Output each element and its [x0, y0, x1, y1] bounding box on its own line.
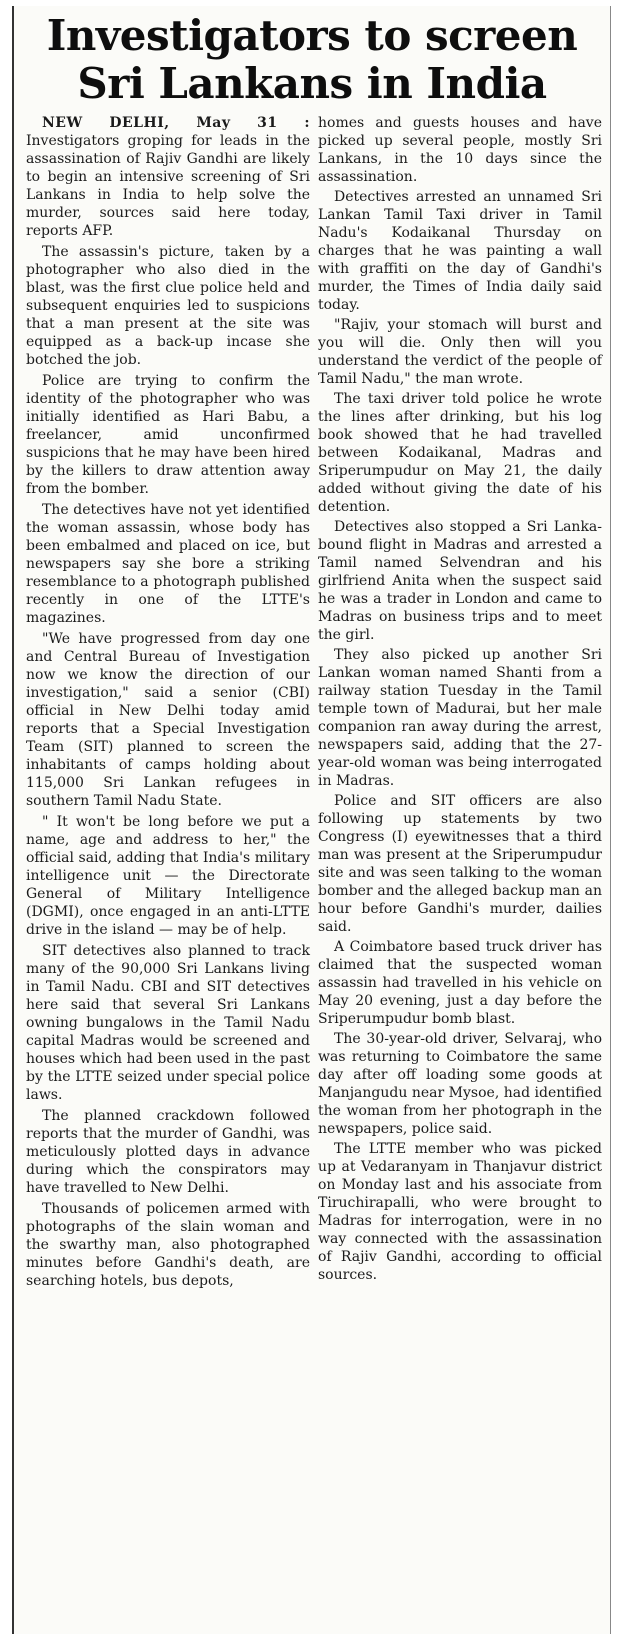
headline-line-2: Sri Lankans in India: [77, 59, 547, 108]
right-column: [318, 114, 602, 1634]
paragraph-15: Police and SIT officers are also following up statements by two Congress (I) eyewitnesses that a third man was present at the Sriperumpudur site and was seen talking to the woman bomber and the alleged backup man an hour before Gandhi's murder, dailies said.: [318, 793, 602, 935]
paragraph-3: Police are trying to confirm the identity of the photographer who was initially identified as Hari Babu, a freelancer, amid unconfirmed suspicions that he may have been hired by the killers to draw attention away from the bomber.: [26, 373, 310, 497]
paragraph-7: SIT detectives also planned to track many of the 90,000 Sri Lankans living in Tamil Nadu. CBI and SIT detectives here said that several Sri Lankans owning bungalows in the Tamil Nadu capital Madras would be screened and houses which had been used in the past by the LTTE seized under special police laws.: [26, 943, 310, 1103]
newspaper-clipping: [12, 6, 611, 1634]
paragraph-14: They also picked up another Sri Lankan woman named Shanti from a railway station Tuesday in the Tamil temple town of Madurai, but her male companion ran away during the arrest, newspapers said, adding that the 27-year-old woman was being interrogated in Madras.: [318, 647, 602, 789]
article-body: [14, 114, 610, 1634]
paragraph-12: The taxi driver told police he wrote the lines after drinking, but his log book showed that he had travelled between Kodaikanal, Madras and Sriperumpudur on May 21, the daily added without giving the date of his detention.: [318, 391, 602, 515]
paragraph-5: "We have progressed from day one and Central Bureau of Investigation now we know the direction of our investigation," said a senior (CBI) official in New Delhi today amid reports that a Special Investigation Team (SIT) planned to screen the inhabitants of camps holding about 115,000 Sri Lankan refugees in southern Tamil Nadu State.: [26, 631, 310, 809]
paragraph-13: Detectives also stopped a Sri Lanka-bound flight in Madras and arrested a Tamil named Selvendran and his girlfriend Anita when the suspect said he was a trader in London and came to Madras on business trips and to meet the girl.: [318, 519, 602, 643]
paragraph-2: The assassin's picture, taken by a photographer who also died in the blast, was the first clue police held and subsequent enquiries led to suspicions that a man present at the site was equipped as a back-up incase she botched the job.: [26, 244, 310, 368]
headline-line-1: Investigators to screen: [46, 11, 578, 60]
paragraph-6: " It won't be long before we put a name, age and address to her," the official said, adding that India's military intelligence unit — the Directorate General of Military Intelligence (DGMI), once engaged in an anti-LTTE drive in the island — may be of help.: [26, 814, 310, 938]
headline: [14, 12, 610, 108]
paragraph-1-text: Investigators groping for leads in the assassination of Rajiv Gandhi are likely to begin an intensive screening of Sri Lankans in India to help solve the murder, sources said here today, reports AFP.: [26, 133, 310, 239]
paragraph-continuation: homes and guests houses and have picked up several people, mostly Sri Lankans, in the 10 days since the assassination.: [318, 115, 602, 185]
paragraph-8: The planned crackdown followed reports that the murder of Gandhi, was meticulously plotted days in advance during which the conspirators may have travelled to New Delhi.: [26, 1108, 310, 1196]
left-column: [26, 114, 310, 1634]
paragraph-1: [26, 114, 310, 240]
paragraph-16: A Coimbatore based truck driver has claimed that the suspected woman assassin had travelled in his vehicle on May 20 evening, just a day before the Sriperumpudur bomb blast.: [318, 939, 602, 1027]
paragraph-17: The 30-year-old driver, Selvaraj, who was returning to Coimbatore the same day after off loading some goods at Manjangudu near Mysoe, had identified the woman from her photograph in the newspapers, police said.: [318, 1031, 602, 1137]
paragraph-9: Thousands of policemen armed with photographs of the slain woman and the swarthy man, also photographed minutes before Gandhi's death, are searching hotels, bus depots,: [26, 1201, 310, 1289]
paragraph-11: "Rajiv, your stomach will burst and you will die. Only then will you understand the verdict of the people of Tamil Nadu," the man wrote.: [318, 317, 602, 387]
dateline: NEW DELHI, May 31 :: [42, 115, 310, 131]
paragraph-10: Detectives arrested an unnamed Sri Lankan Tamil Taxi driver in Tamil Nadu's Kodaikanal Thursday on charges that he was painting a wall with graffiti on the day of Gandhi's murder, the Times of India daily said today.: [318, 189, 602, 313]
paragraph-18: The LTTE member who was picked up at Vedaranyam in Thanjavur district on Monday last and his associate from Tiruchirapalli, who were brought to Madras for interrogation, were in no way connected with the assassination of Rajiv Gandhi, according to official sources.: [318, 1141, 602, 1283]
paragraph-4: The detectives have not yet identified the woman assassin, whose body has been embalmed and placed on ice, but newspapers say she bore a striking resemblance to a photograph published recently in one of the LTTE's magazines.: [26, 502, 310, 626]
